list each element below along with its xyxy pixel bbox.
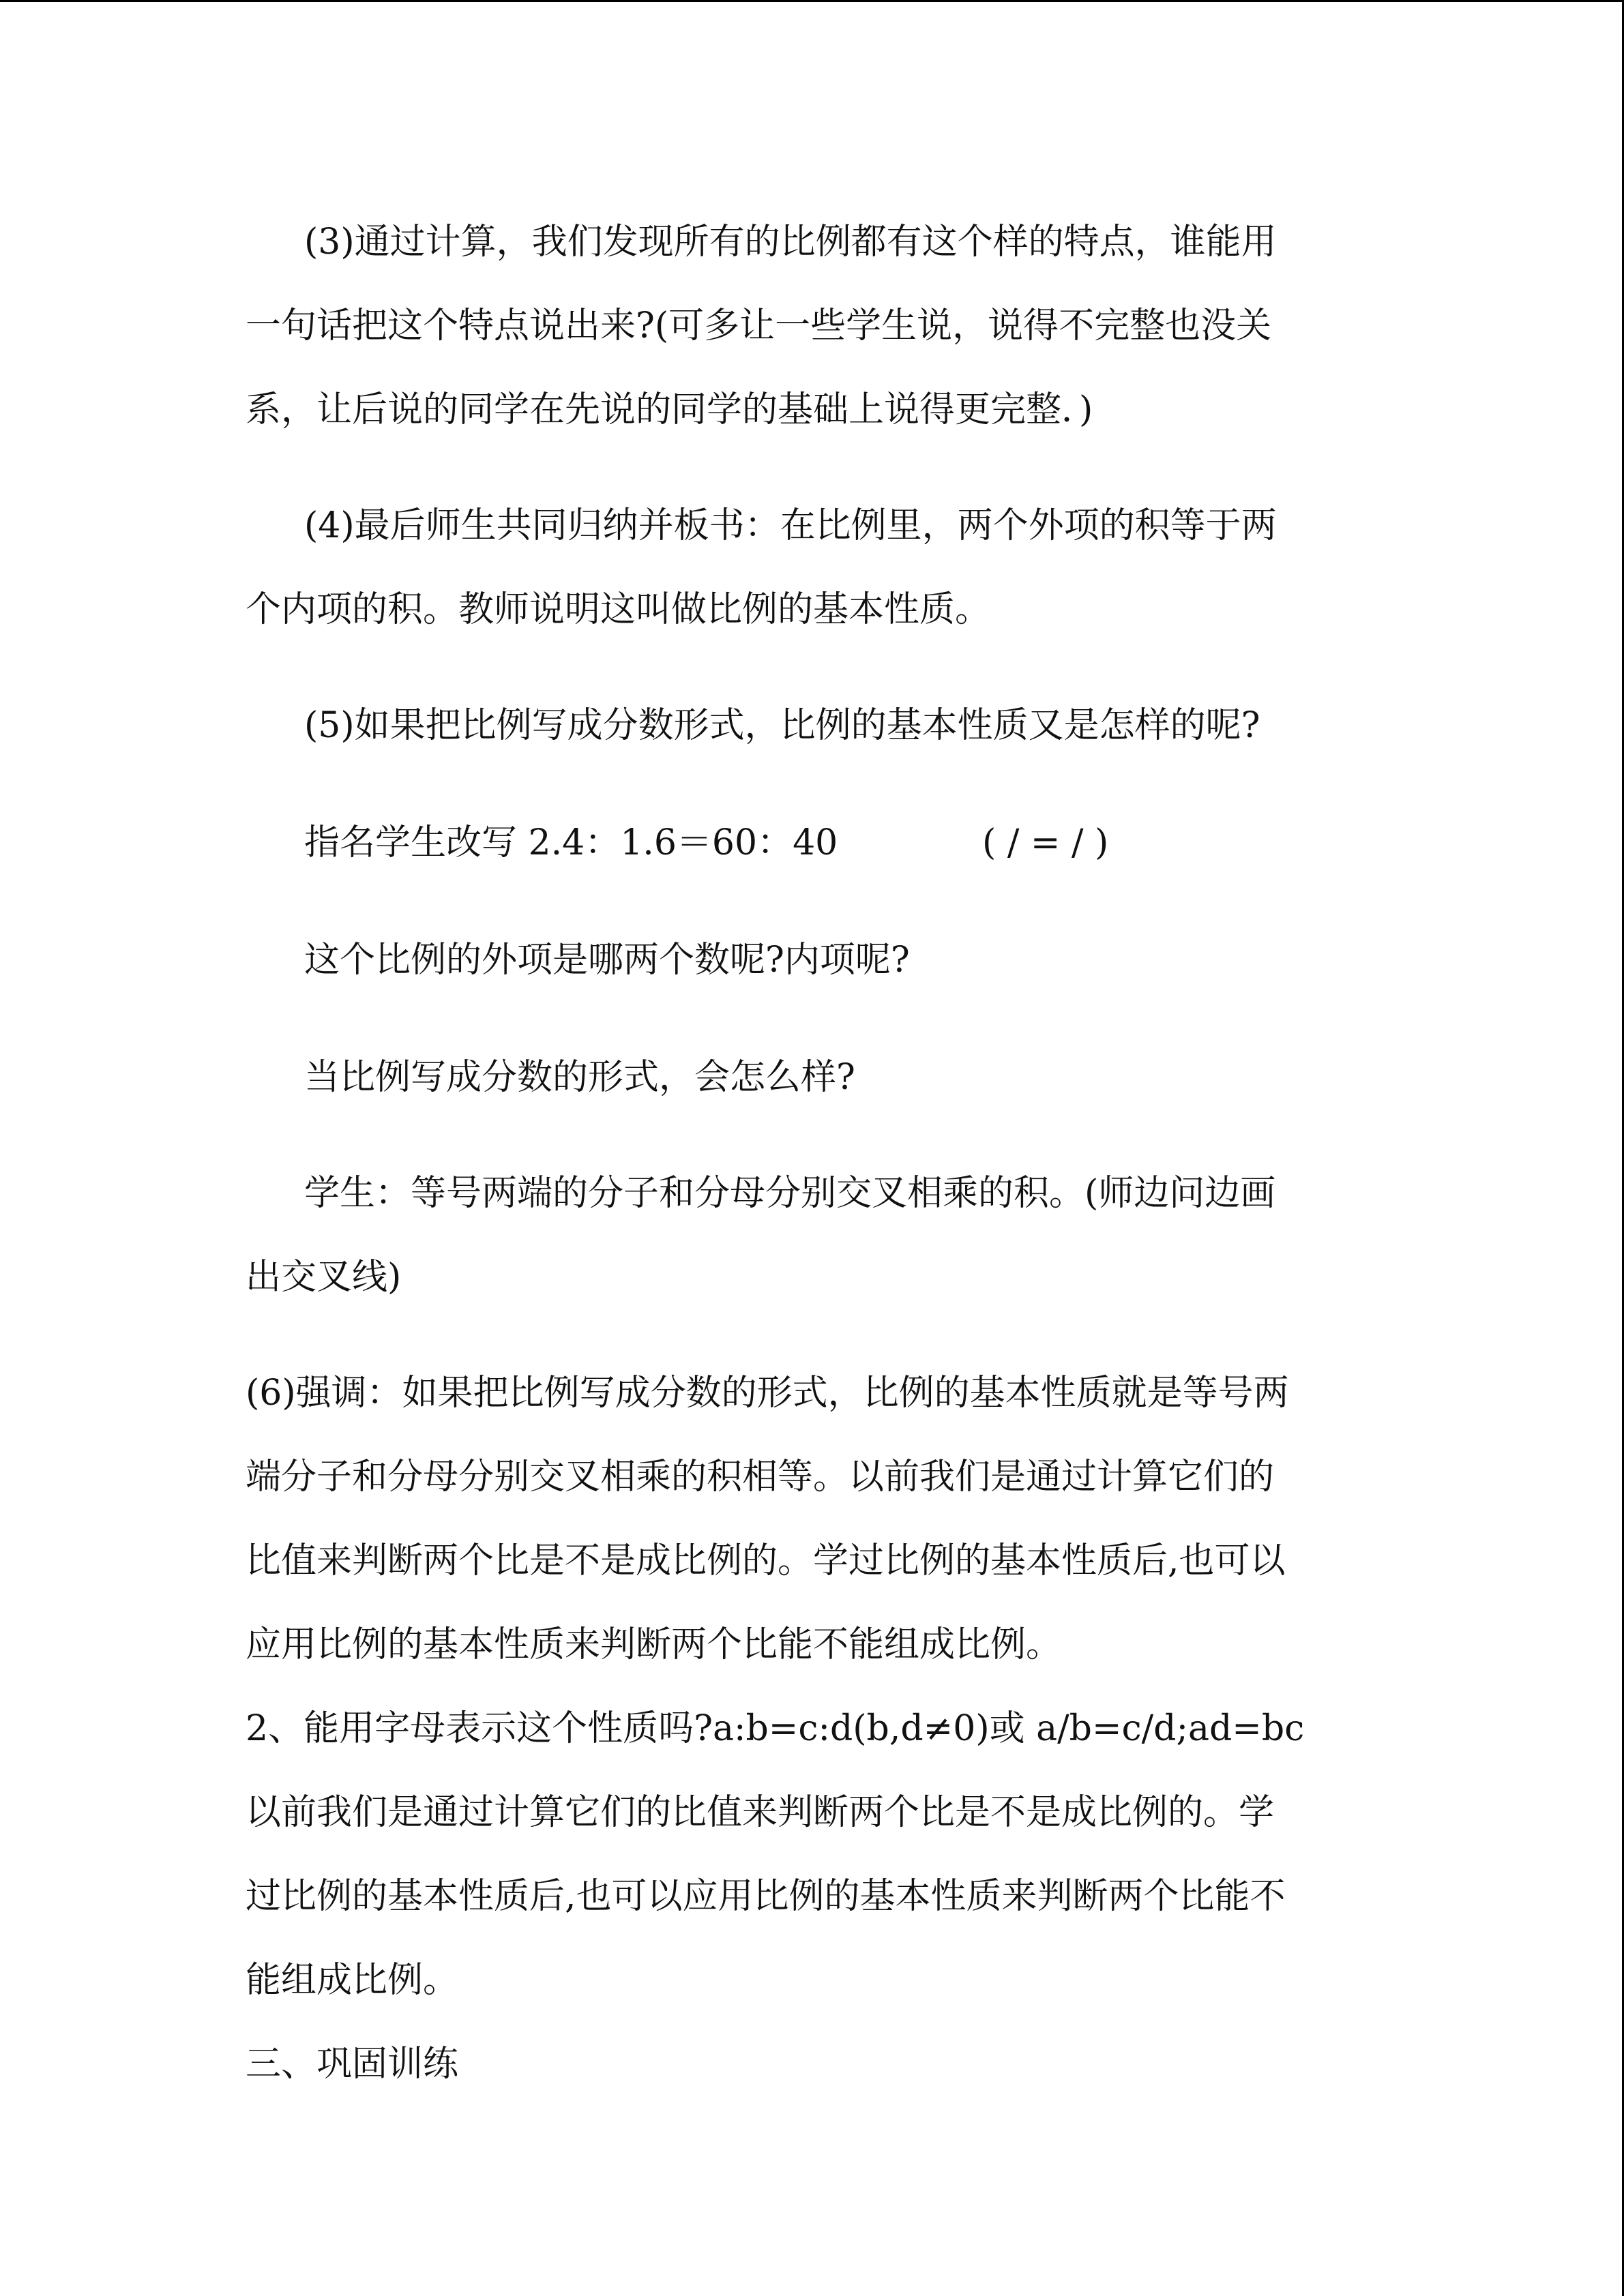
paragraph-6-line-1: (6)强调：如果把比例写成分数的形式，比例的基本性质就是等号两: [246, 1373, 1289, 1414]
paragraph-5-line-1: (5)如果把比例写成分数形式，比例的基本性质又是怎样的呢?: [304, 705, 1260, 746]
paragraph-4-line-2: 个内项的积。教师说明这叫做比例的基本性质。: [246, 589, 991, 630]
paragraph-3-line-2: 一句话把这个特点说出来?(可多让一些学生说，说得不完整也没关: [246, 305, 1272, 346]
section-heading-consolidation: 三、巩固训练: [246, 2044, 459, 2085]
paragraph-6-line-2: 端分子和分母分别交叉相乘的积相等。以前我们是通过计算它们的: [246, 1457, 1275, 1497]
letter-notation-line: 2、能用字母表示这个性质吗?a:b=c:d(b,d≠0)或 a/b=c/d;ad=bc: [246, 1708, 1305, 1749]
paragraph-7-line-2: 过比例的基本性质后,也可以应用比例的基本性质来判断两个比能不: [246, 1876, 1286, 1917]
paragraph-7-line-3: 能组成比例。: [246, 1960, 459, 2001]
fraction-form-question: 当比例写成分数的形式，会怎么样?: [304, 1057, 855, 1098]
outer-terms-question: 这个比例的外项是哪两个数呢?内项呢?: [304, 940, 910, 981]
paragraph-4-line-1: (4)最后师生共同归纳并板书：在比例里，两个外项的积等于两: [304, 505, 1277, 546]
paragraph-3-line-3: 系，让后说的同学在先说的同学的基础上说得更完整．): [246, 389, 1093, 430]
student-answer-line-1: 学生：等号两端的分子和分母分别交叉相乘的积。(师边问边画: [304, 1173, 1276, 1214]
fraction-blank-template: ( / = / ): [982, 822, 1109, 863]
paragraph-6-line-3: 比值来判断两个比是不是成比例的。学过比例的基本性质后,也可以: [246, 1540, 1286, 1581]
paragraph-6-line-4: 应用比例的基本性质来判断两个比能不能组成比例。: [246, 1624, 1062, 1665]
rewrite-instruction: 指名学生改写 2.4：1.6＝60：40: [304, 822, 838, 863]
student-answer-line-2: 出交叉线): [246, 1257, 402, 1298]
paragraph-3-line-1: (3)通过计算，我们发现所有的比例都有这个样的特点，谁能用: [304, 222, 1277, 263]
paragraph-7-line-1: 以前我们是通过计算它们的比值来判断两个比是不是成比例的。学: [246, 1792, 1275, 1833]
